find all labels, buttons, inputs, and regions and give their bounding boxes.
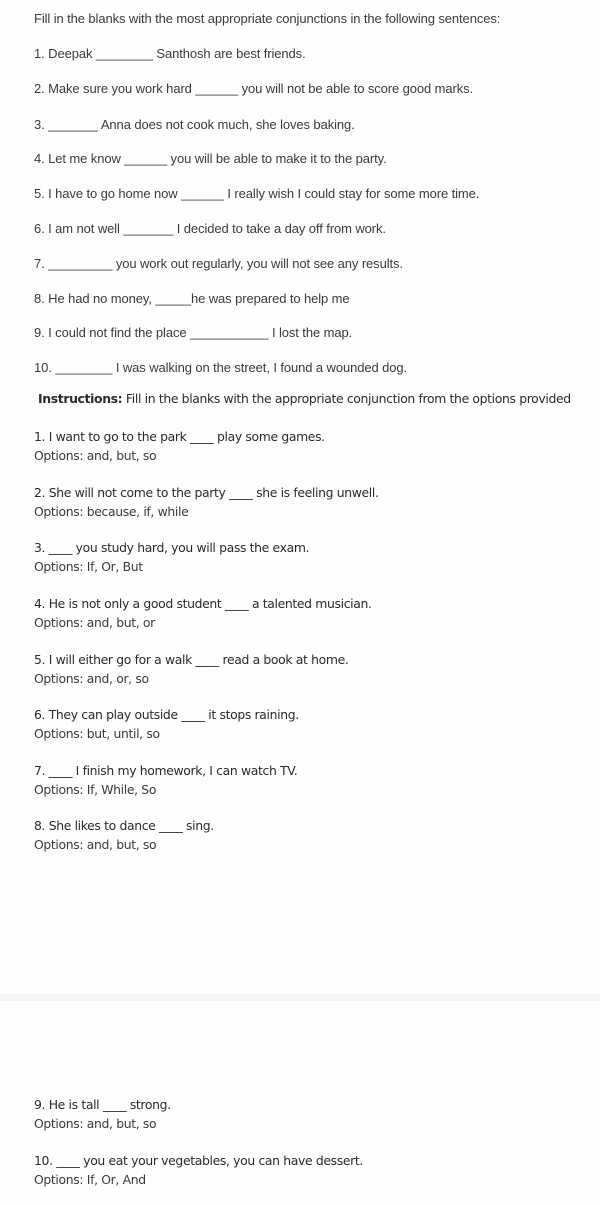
exercise-sentence: 6. They can play outside ____ it stops raining.	[34, 707, 299, 722]
exercise-sentence: 1. I want to go to the park ____ play some games.	[34, 429, 325, 444]
exercise-options: Options: and, but, or	[34, 615, 155, 630]
exercise-item-10	[34, 1151, 363, 1189]
exercise-sentence: 9. He is tall ____ strong.	[34, 1097, 171, 1112]
exercise-options: Options: because, if, while	[34, 504, 189, 519]
exercise-item-9	[34, 1095, 171, 1133]
page-break	[0, 994, 600, 1001]
question-1: 1. Deepak ________ Santhosh are best friends.	[34, 46, 306, 61]
exercise-sentence: 8. She likes to dance ____ sing.	[34, 818, 214, 833]
question-10: 10. ________ I was walking on the street, I found a wounded dog.	[34, 360, 408, 375]
worksheet-heading: Fill in the blanks with the most appropriate conjunctions in the following sentences:	[34, 11, 501, 26]
instructions-text: Fill in the blanks with the appropriate conjunction from the options provided	[122, 391, 571, 406]
exercise-sentence: 7. ____ I finish my homework, I can watch TV.	[34, 763, 298, 778]
exercise-options: Options: and, but, so	[34, 1116, 157, 1131]
exercise-sentence: 2. She will not come to the party ____ she is feeling unwell.	[34, 485, 379, 500]
exercise-item-8	[34, 816, 214, 854]
exercise-item-5	[34, 650, 348, 688]
instructions-label: Instructions:	[38, 391, 123, 406]
document-page-2	[0, 1001, 600, 1205]
question-4: 4. Let me know ______ you will be able to make it to the party.	[34, 151, 387, 166]
exercise-sentence: 5. I will either go for a walk ____ read a book at home.	[34, 652, 349, 667]
exercise-item-6	[34, 705, 299, 743]
exercise-item-4	[34, 594, 372, 632]
exercise-options: Options: If, While, So	[34, 782, 157, 797]
exercise-sentence: 3. ____ you study hard, you will pass the exam.	[34, 540, 310, 555]
question-9: 9. I could not find the place ___________ I lost the map.	[34, 325, 353, 340]
question-6: 6. I am not well _______ I decided to take a day off from work.	[34, 221, 386, 236]
exercise-item-7	[34, 761, 297, 799]
exercise-sentence: 4. He is not only a good student ____ a talented musician.	[34, 596, 372, 611]
exercise-options: Options: and, but, so	[34, 837, 157, 852]
exercise-item-3	[34, 538, 309, 576]
instructions	[38, 391, 571, 406]
exercise-sentence: 10. ____ you eat your vegetables, you can have dessert.	[34, 1153, 363, 1168]
exercise-item-2	[34, 483, 379, 521]
exercise-options: Options: If, Or, And	[34, 1172, 146, 1187]
question-2: 2. Make sure you work hard ______ you will not be able to score good marks.	[34, 81, 474, 96]
question-7: 7. _________ you work out regularly, you will not see any results.	[34, 256, 403, 271]
exercise-options: Options: and, but, so	[34, 448, 157, 463]
exercise-options: Options: and, or, so	[34, 671, 149, 686]
exercise-options: Options: but, until, so	[34, 726, 160, 741]
question-8: 8. He had no money, _____he was prepared to help me	[34, 291, 350, 306]
exercise-options: Options: If, Or, But	[34, 559, 143, 574]
question-3: 3. _______ Anna does not cook much, she loves baking.	[34, 117, 355, 132]
exercise-item-1	[34, 427, 325, 465]
question-5: 5. I have to go home now ______ I really wish I could stay for some more time.	[34, 186, 480, 201]
